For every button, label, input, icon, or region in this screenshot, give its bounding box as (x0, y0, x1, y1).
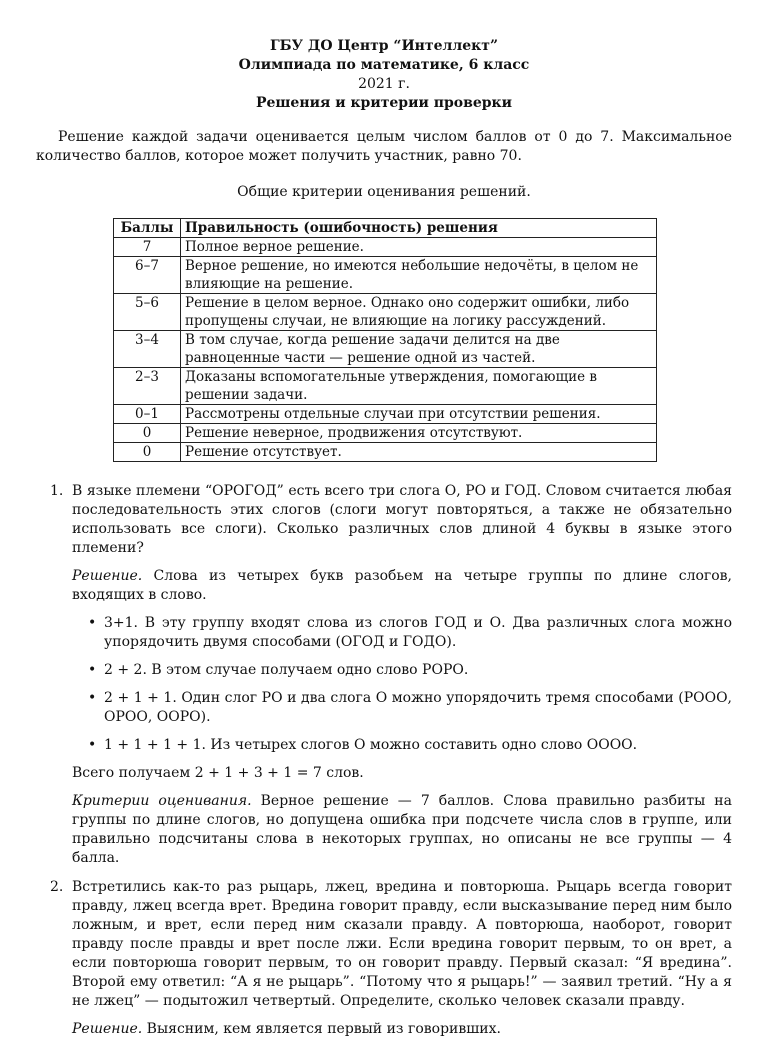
problem-1 (36, 482, 732, 868)
points-cell: 3–4 (114, 331, 181, 368)
problem-statement: В языке племени “ОРОГОД” есть всего три слога О, РО и ГОД. Словом считается любая последовательность этих слогов (слоги могут повторяться, а также не обязательно использовать все слоги). Сколько различных слов длиной 4 буквы в языке этого племени? (72, 483, 732, 556)
solution-label: Решение. (72, 568, 143, 584)
year: 2021 г. (358, 76, 410, 92)
description-cell: Доказаны вспомогательные утверждения, помогающие в решении задачи. (181, 368, 657, 405)
problem-number: 2. (50, 879, 64, 895)
criteria-paragraph (72, 792, 732, 868)
problem-2 (36, 878, 732, 1039)
description-cell: Решение неверное, продвижения отсутствуют. (181, 424, 657, 443)
bullet-icon: • (88, 615, 97, 631)
case-text: 2 + 2. В этом случае получаем одно слово РОРО. (104, 662, 469, 678)
table-row (114, 294, 657, 331)
criteria-title: Общие критерии оценивания решений. (237, 184, 531, 200)
solution-text: Слова из четырех букв разобьем на четыре группы по длине слогов, входящих в слово. (72, 568, 732, 603)
problem-number: 1. (50, 483, 64, 499)
list-item (88, 661, 732, 680)
points-cell: 6–7 (114, 257, 181, 294)
points-cell: 7 (114, 238, 181, 257)
list-item (88, 689, 732, 727)
solution-total: Всего получаем 2 + 1 + 3 + 1 = 7 слов. (72, 765, 364, 781)
description-cell: Верное решение, но имеются небольшие недочёты, в целом не влияющие на решение. (181, 257, 657, 294)
table-row (114, 257, 657, 294)
description-cell: Рассмотрены отдельные случаи при отсутствии решения. (181, 405, 657, 424)
problem-statement: Встретились как-то раз рыцарь, лжец, вредина и повторюша. Рыцарь всегда говорит правду, лжец всегда врет. Вредина говорит правду, если высказывание перед ним было ложным, и врет, если перед ним сказали правду. А повторюша, наоборот, говорит правду после правды и врет после лжи. Если вредина говорит первым, то он врет, а если повторюша говорит первым, то он говорит правду. Первый сказал: “Я вредина”. Второй ему ответил: “А я не рыцарь”. “Потому что я рыцарь!” — заявил третий. “Ну а я не лжец” — подытожил четвертый. Определите, сколько человек сказали правду. (72, 879, 732, 1009)
list-item (88, 736, 732, 755)
olympiad-title: Олимпиада по математике, 6 класс (238, 57, 530, 73)
solution-paragraph (72, 1020, 732, 1039)
criteria-header-row (114, 219, 657, 238)
solution-label: Решение. (72, 1021, 143, 1037)
list-item (88, 614, 732, 652)
table-row (114, 331, 657, 368)
description-cell: Полное верное решение. (181, 238, 657, 257)
organization-name: ГБУ ДО Центр “Интеллект” (270, 38, 498, 54)
table-row (114, 443, 657, 462)
points-column-header: Баллы (114, 219, 181, 238)
description-column-header: Правильность (ошибочность) решения (181, 219, 657, 238)
problems-list (36, 482, 732, 1049)
table-row (114, 238, 657, 257)
document-header (0, 37, 768, 113)
criteria-label: Критерии оценивания. (72, 793, 252, 809)
bullet-icon: • (88, 662, 97, 678)
case-text: 3+1. В эту группу входят слова из слогов ГОД и О. Два различных слога можно упорядочить двумя способами (ОГОД и ГОДО). (104, 615, 732, 650)
criteria-table (113, 218, 657, 462)
document-subtitle: Решения и критерии проверки (255, 95, 513, 111)
bullet-icon: • (88, 737, 97, 753)
solution-text: Выясним, кем является первый из говоривших. (142, 1021, 501, 1037)
intro-paragraph: Решение каждой задачи оценивается целым числом баллов от 0 до 7. Максимальное количество баллов, которое может получить участник, равно 70. (36, 129, 732, 164)
points-cell: 5–6 (114, 294, 181, 331)
table-row (114, 424, 657, 443)
case-text: 1 + 1 + 1 + 1. Из четырех слогов О можно составить одно слово ОООО. (104, 737, 638, 753)
description-cell: Решение отсутствует. (181, 443, 657, 462)
points-cell: 2–3 (114, 368, 181, 405)
solution-paragraph (72, 567, 732, 605)
table-row (114, 368, 657, 405)
criteria-text: Верное решение — 7 баллов. Слова правильно разбиты на группы по длине слогов, но допущена ошибка при подсчете числа слов в группе, или правильно подсчитаны слова в некоторых группах, но описаны не все группы — 4 балла. (72, 793, 732, 866)
bullet-icon: • (88, 690, 97, 706)
solution-cases-list (72, 614, 732, 755)
points-cell: 0 (114, 424, 181, 443)
points-cell: 0 (114, 443, 181, 462)
points-cell: 0–1 (114, 405, 181, 424)
description-cell: Решение в целом верное. Однако оно содержит ошибки, либо пропущены случаи, не влияющие на логику рассуждений. (181, 294, 657, 331)
case-text: 2 + 1 + 1. Один слог РО и два слога О можно упорядочить тремя способами (РООО, ОРОО, ООРО). (104, 690, 732, 725)
table-row (114, 405, 657, 424)
description-cell: В том случае, когда решение задачи делится на две равноценные части — решение одной из частей. (181, 331, 657, 368)
